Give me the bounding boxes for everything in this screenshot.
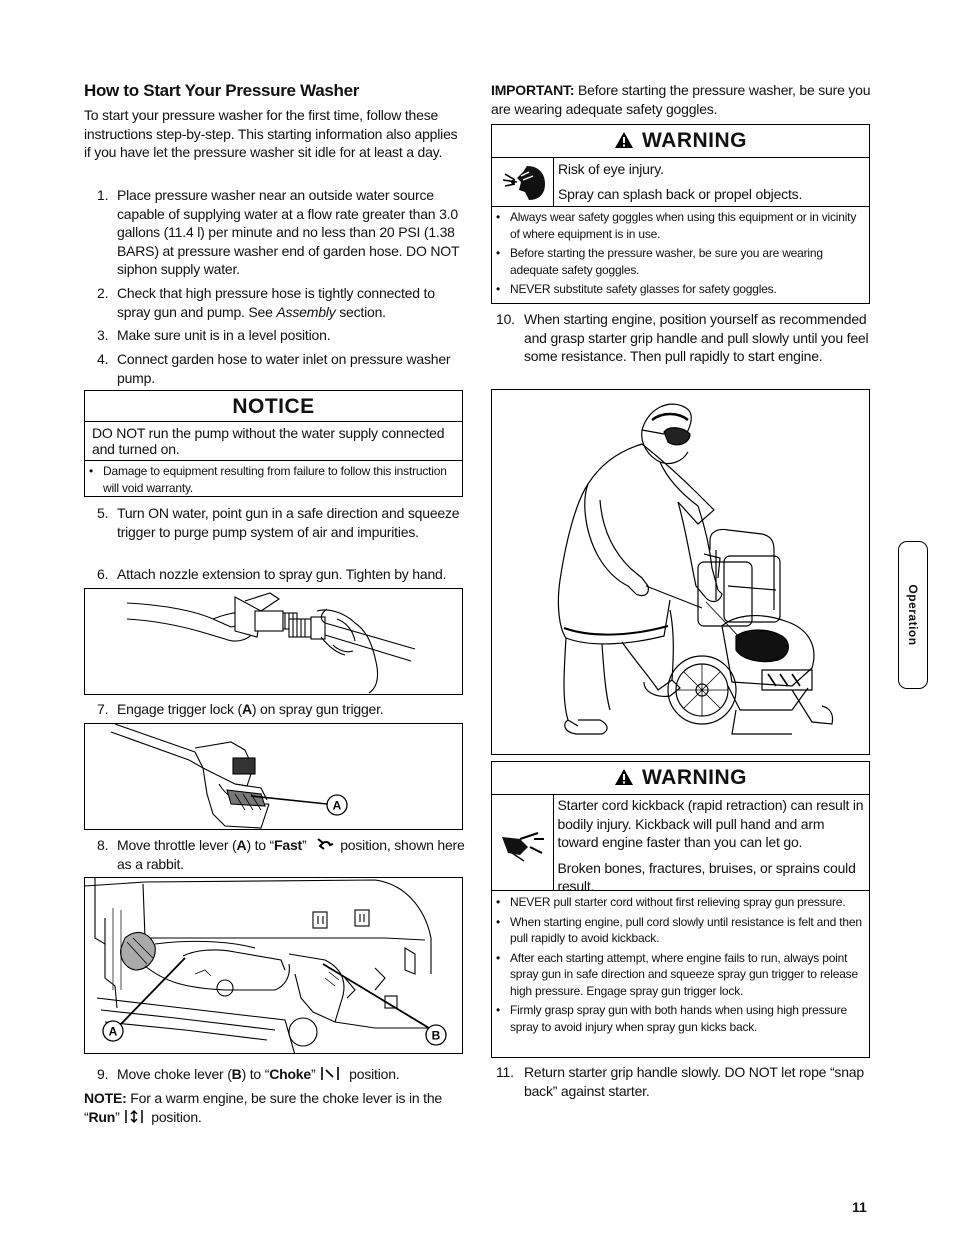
rabbit-icon — [311, 837, 337, 851]
eye-injury-warning-box — [491, 124, 870, 304]
step-text — [117, 836, 465, 873]
callout-label-a: A — [332, 798, 342, 813]
warning-title — [492, 125, 869, 158]
step-text-part: ) to “ — [241, 1066, 270, 1082]
intro-paragraph: To start your pressure washer for the first time, follow these instructions step-by-step. This starting information also applies if you have let the pressure washer sit idle for at least a day. — [84, 107, 458, 160]
trigger-lock-figure — [84, 723, 463, 830]
warning-bullets — [492, 207, 869, 298]
note-label: NOTE: — [84, 1090, 127, 1106]
kickback-warning-box — [491, 761, 870, 1058]
step-text: Turn ON water, point gun in a safe direction and squeeze trigger to purge pump system of air and impurities. — [117, 505, 460, 540]
warning-triangle-icon — [614, 131, 634, 149]
warning-bullet: • Always wear safety goggles when using this equipment or in vicinity of where equipment is in use. — [492, 209, 865, 242]
nozzle-extension-figure — [84, 588, 463, 695]
hands-attaching-nozzle-illustration — [85, 589, 463, 695]
step-text-part: Engage trigger lock ( — [117, 701, 242, 717]
note-text: position. — [147, 1108, 202, 1125]
kickback-icon — [492, 795, 554, 890]
warning-bullet: • NEVER pull starter cord without first relieving spray gun pressure. — [492, 894, 867, 911]
throttle-choke-figure — [84, 877, 463, 1054]
callout-letter: A — [236, 837, 247, 853]
step-text: Connect garden hose to water inlet on pressure washer pump. — [117, 351, 451, 386]
step-text — [117, 1065, 465, 1084]
hazard-line: Risk of eye injury. — [558, 161, 664, 177]
important-paragraph — [491, 81, 871, 118]
step-number: 9. — [97, 1066, 109, 1082]
step-text — [117, 284, 465, 321]
hazard-line: Starter cord kickback (rapid retraction) can result in bodily injury. Kickback will pull hand and arm toward engine faster than you can let go. — [557, 797, 864, 850]
step-text-part: Move throttle lever ( — [117, 837, 237, 853]
warning-title — [492, 762, 869, 795]
step-text-part: Check that high pressure hose is tightly connected to spray gun and pump. See — [117, 285, 435, 320]
step-text-part: section. — [335, 303, 386, 320]
step-text: Return starter grip handle slowly. DO NOT let rope “snap back” against starter. — [524, 1064, 864, 1099]
step-number: 1. — [97, 187, 109, 203]
step-text-part: Move choke lever ( — [117, 1066, 232, 1082]
choke-symbol-icon — [319, 1066, 341, 1081]
notice-statement: DO NOT run the pump without the water supply connected and turned on. — [85, 422, 462, 461]
step-text-part: ” — [310, 1066, 316, 1082]
warning-title-text: WARNING — [642, 766, 747, 789]
section-heading: How to Start Your Pressure Washer — [84, 81, 360, 100]
run-label: Run — [88, 1108, 116, 1125]
step-text-part: position. — [345, 1066, 400, 1082]
step-text: When starting engine, position yourself as recommended and grasp starter grip handle and pull slowly until you feel some resistance. Then pull rapidly to start engine. — [524, 311, 869, 364]
spray-gun-trigger-illustration — [85, 724, 463, 830]
starting-engine-figure — [491, 389, 870, 755]
warning-triangle-icon — [614, 768, 634, 786]
hazard-text — [554, 158, 806, 206]
choke-label: Choke — [269, 1066, 311, 1082]
note-text: For a warm engine, be sure the choke lever is in the “ — [84, 1090, 443, 1125]
section-tab-label: Operation — [906, 584, 920, 646]
notice-bullet: • Damage to equipment resulting from failure to follow this instruction will void warranty. — [85, 463, 458, 497]
step-text-part: position, shown here as a rabbit. — [117, 837, 465, 872]
step-text: Make sure unit is in a level position. — [117, 327, 331, 343]
engine-controls-illustration — [85, 878, 463, 1054]
person-pulling-starter-illustration — [492, 390, 870, 755]
hazard-line: Spray can splash back or propel objects. — [558, 186, 803, 202]
step-number: 10. — [496, 311, 515, 327]
warning-bullet: • Before starting the pressure washer, be sure you are wearing adequate safety goggles. — [492, 245, 865, 278]
step-number: 6. — [97, 566, 109, 582]
step-text: Attach nozzle extension to spray gun. Tighten by hand. — [117, 566, 447, 582]
step-number: 5. — [97, 505, 109, 521]
note-text: ” — [115, 1108, 120, 1125]
step-number: 3. — [97, 327, 109, 343]
note-paragraph — [84, 1089, 466, 1126]
step-number: 7. — [97, 701, 109, 717]
hazard-text — [554, 795, 870, 894]
warning-bullet: • After each starting attempt, where engine fails to run, always point spray gun in safe direction and squeeze spray gun trigger to release high pressure. Engage spray gun trigger lock. — [492, 950, 867, 1000]
important-text: Before starting the pressure washer, be sure you are wearing adequate safety goggles. — [491, 82, 871, 117]
eye-injury-icon — [492, 158, 554, 206]
callout-letter: B — [231, 1066, 242, 1082]
callout-letter: A — [241, 701, 252, 717]
assembly-reference: Assembly — [276, 303, 336, 320]
step-text: Place pressure washer near an outside water source capable of supplying water at a flow rate greater than 3.0 gallons (11.4 l) per minute and no less than 20 PSI (1.38 BARS) at pressure washer end of garden hose. DO NOT siphon supply water. — [117, 187, 460, 277]
warning-bullet: • Firmly grasp spray gun with both hands when using high pressure spray to avoid injury when spray gun kicks back. — [492, 1002, 867, 1035]
section-tab-operation — [898, 541, 928, 689]
step-text-part: ” — [302, 837, 307, 853]
step-number: 2. — [97, 285, 109, 301]
warning-hazard-row — [492, 158, 869, 207]
notice-bullets — [85, 461, 462, 497]
step-number: 11. — [496, 1064, 514, 1080]
hazard-line: Broken bones, fractures, bruises, or sprains could result. — [557, 859, 856, 894]
warning-title-text: WARNING — [642, 129, 747, 152]
step-text-part: ) to “ — [246, 837, 275, 853]
eye-injury-pictogram — [499, 162, 547, 202]
warning-bullet: • NEVER substitute safety glasses for safety goggles. — [492, 281, 865, 298]
page-number: 11 — [852, 1199, 867, 1215]
callout-label-b: B — [431, 1028, 441, 1043]
warning-bullet: • When starting engine, pull cord slowly until resistance is felt and then pull rapidly to avoid kickback. — [492, 914, 867, 947]
step-number: 4. — [97, 351, 109, 367]
notice-title: NOTICE — [85, 391, 462, 422]
step-text-part: ) on spray gun trigger. — [251, 701, 384, 717]
callout-label-a: A — [108, 1024, 118, 1039]
run-symbol-icon — [123, 1109, 145, 1124]
warning-hazard-row — [492, 795, 869, 894]
fast-label: Fast — [274, 837, 303, 853]
kickback-pictogram — [498, 823, 546, 863]
notice-box — [84, 390, 463, 497]
step-number: 8. — [97, 837, 109, 853]
step-text — [117, 700, 465, 719]
important-label: IMPORTANT: — [491, 82, 575, 98]
warning-bullets — [492, 891, 869, 1035]
